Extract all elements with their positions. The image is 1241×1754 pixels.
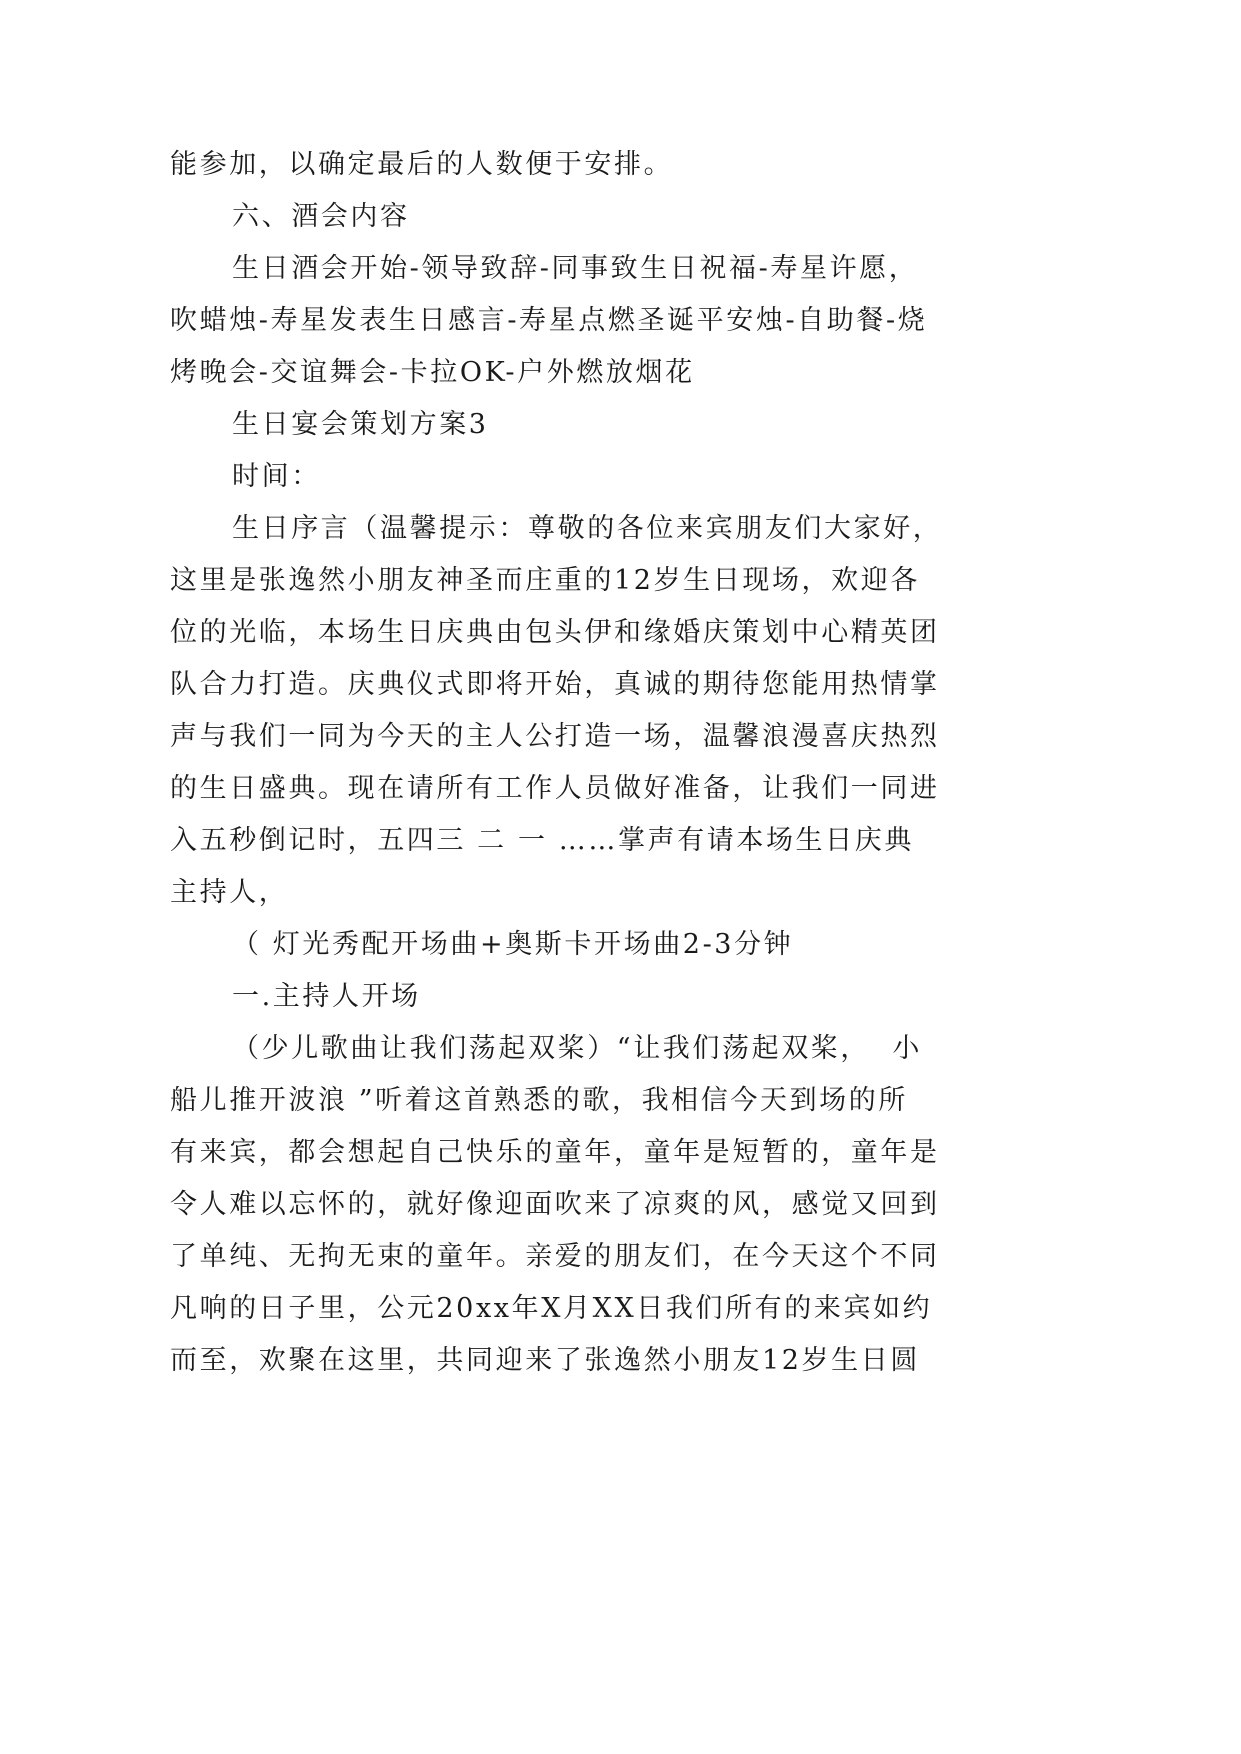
text-line: 位的光临，本场生日庆典由包头伊和缘婚庆策划中心精英团 — [170, 617, 940, 648]
text-line: （少儿歌曲让我们荡起双桨）“让我们荡起双桨， 小 — [232, 1033, 922, 1064]
text-line: 令人难以忘怀的，就好像迎面吹来了凉爽的风，感觉又回到 — [170, 1189, 940, 1220]
text-line: 入五秒倒记时，五四三 二 一 ……掌声有请本场生日庆典 — [170, 825, 914, 856]
section-heading: 一.主持人开场 — [232, 981, 421, 1012]
text-line: （ 灯光秀配开场曲+奥斯卡开场曲2-3分钟 — [232, 929, 794, 960]
text-line: 队合力打造。庆典仪式即将开始，真诚的期待您能用热情掌 — [170, 669, 940, 700]
plan-title: 生日宴会策划方案3 — [232, 409, 489, 440]
text-line: 这里是张逸然小朋友神圣而庄重的12岁生日现场，欢迎各 — [170, 565, 920, 596]
text-line: 声与我们一同为今天的主人公打造一场，温馨浪漫喜庆热烈 — [170, 721, 940, 752]
text-line: 烤晚会-交谊舞会-卡拉OK-户外燃放烟花 — [170, 357, 695, 388]
text-line: 生日序言（温馨提示：尊敬的各位来宾朋友们大家好， — [232, 513, 943, 544]
text-line: 了单纯、无拘无束的童年。亲爱的朋友们，在今天这个不同 — [170, 1241, 940, 1272]
text-line: 主持人， — [170, 877, 289, 908]
text-line: 船儿推开波浪 ”听着这首熟悉的歌，我相信今天到场的所 — [170, 1085, 908, 1116]
text-line: 而至，欢聚在这里，共同迎来了张逸然小朋友12岁生日圆 — [170, 1345, 920, 1376]
time-label: 时间： — [232, 461, 321, 492]
text-line: 的生日盛典。现在请所有工作人员做好准备，让我们一同进 — [170, 773, 940, 804]
text-line: 吹蜡烛-寿星发表生日感言-寿星点燃圣诞平安烛-自助餐-烧 — [170, 305, 928, 336]
section-heading: 六、酒会内容 — [232, 201, 410, 232]
text-line: 生日酒会开始-领导致辞-同事致生日祝福-寿星许愿， — [232, 253, 919, 284]
text-line: 能参加，以确定最后的人数便于安排。 — [170, 149, 674, 180]
text-line: 有来宾，都会想起自己快乐的童年，童年是短暂的，童年是 — [170, 1137, 940, 1168]
text-line: 凡响的日子里，公元20xx年X月XX日我们所有的来宾如约 — [170, 1293, 933, 1324]
